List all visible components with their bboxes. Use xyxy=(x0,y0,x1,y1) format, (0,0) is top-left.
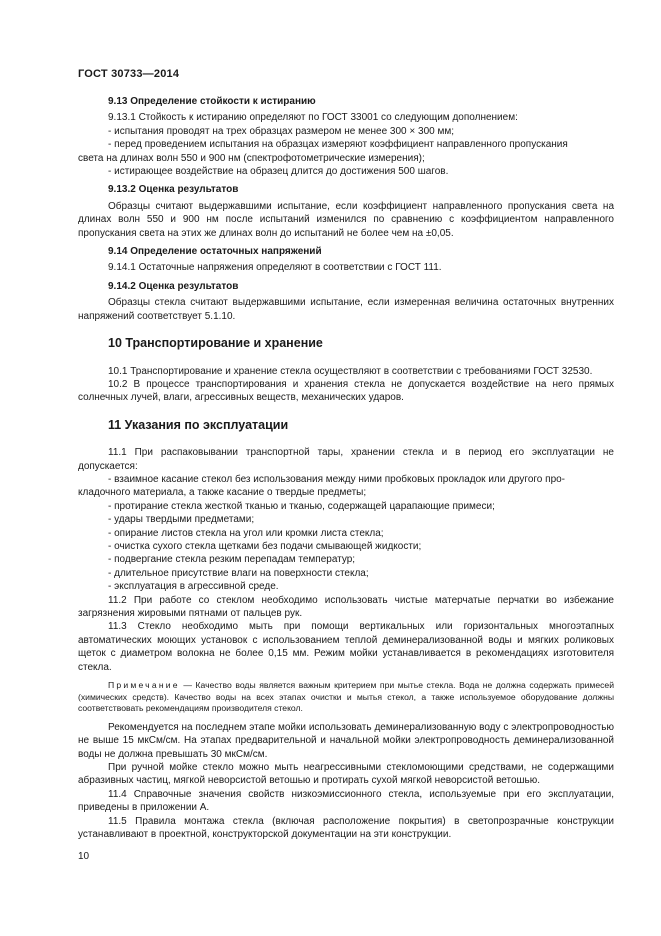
paragraph-11-2: 11.2 При работе со стеклом необходимо использовать чистые матерчатые перчатки во избежание загрязнения жировыми пятнами от пальцев рук. xyxy=(78,594,614,619)
paragraph-11-5: 11.5 Правила монтажа стекла (включая расположение покрытия) в светопрозрачные конструкции устанавливают в проектной, конструкторской документации на эти конструкции. xyxy=(78,815,614,841)
list-item: - протирание стекла жесткой тканью и тканью, содержащей царапающие примеси; xyxy=(108,500,495,512)
list-item: - опирание листов стекла на угол или кромки листа стекла; xyxy=(108,527,384,539)
heading-9-14-2: 9.14.2 Оценка результатов xyxy=(108,280,239,292)
list-item: - удары твердыми предметами; xyxy=(108,514,255,526)
list-item: - взаимное касание стекол без использования между ними пробковых прокладок или другого про- xyxy=(108,473,566,485)
paragraph-11-3: 11.3 Стекло необходимо мыть при помощи вертикальных или горизонтальных многоэтапных автоматических моющих установок с использованием теплой деминерализованной воды и мягких роликовых щеток с диаметром волокна не более 0,15 мм. Режим мойки устанавливается в рекомендациях изготовителя стекла. xyxy=(78,621,614,673)
list-item: - эксплуатация в агрессивной среде. xyxy=(108,581,279,593)
section-heading-11: 11 Указания по эксплуатации xyxy=(108,417,289,432)
list-item: - длительное присутствие влаги на поверхности стекла; xyxy=(108,567,369,579)
list-item: - подвергание стекла резким перепадам температур; xyxy=(108,554,356,566)
heading-9-13-2: 9.13.2 Оценка результатов xyxy=(108,184,239,196)
note xyxy=(78,680,614,715)
paragraph-9-14-2: Образцы стекла считают выдержавшими испытание, если измеренная величина остаточных внутренних напряжений соответствует 5.1.10. xyxy=(78,297,614,322)
paragraph-9-13-2: Образцы считают выдержавшими испытание, если коэффициент направленного пропускания света на длинах волн 550 и 900 нм после испытаний изменился по сравнению с коэффициентом направленного пропускания света на этих же длинах волн до испытаний не более чем на ±0,05. xyxy=(78,200,614,239)
heading-9-14: 9.14 Определение остаточных напряжений xyxy=(108,246,322,258)
section-heading-10: 10 Транспортирование и хранение xyxy=(108,336,323,351)
paragraph-9-13-1: 9.13.1 Стойкость к истиранию определяют по ГОСТ 33001 со следующим дополнением: xyxy=(108,112,518,124)
page-number: 10 xyxy=(78,851,90,862)
document-body xyxy=(78,94,614,841)
paragraph-recommendation: Рекомендуется на последнем этапе мойки использовать деминерализованную воду с электропроводностью не выше 15 мкСм/см. На этапах предварительной и начальной мойки электропроводность деминерализованной воды не должна превышать 30 мкСм/см. xyxy=(78,721,614,760)
paragraph-10-2: 10.2 В процессе транспортирования и хранения стекла не допускается воздействие на него прямых солнечных лучей, влаги, агрессивных веществ, механических ударов. xyxy=(78,378,614,404)
list-item: - испытания проводят на трех образцах размером не менее 300 × 300 мм; xyxy=(108,125,454,137)
paragraph-11-4: 11.4 Справочные значения свойств низкоэмиссионного стекла, используемые при его эксплуатации, приведены в приложении А. xyxy=(78,788,614,814)
list-item-continuation: света на длинах волн 550 и 900 нм (спектрофотометрические измерения); xyxy=(78,152,425,164)
paragraph-9-14-1: 9.14.1 Остаточные напряжения определяют в соответствии с ГОСТ 111. xyxy=(108,262,442,274)
document-header: ГОСТ 30733—2014 xyxy=(78,68,180,80)
list-item-continuation: кладочного материала, а также касание о твердые предметы; xyxy=(78,487,367,499)
heading-9-13: 9.13 Определение стойкости к истиранию xyxy=(108,96,316,107)
list-item: - перед проведением испытания на образцах измеряют коэффициент направленного пропускания xyxy=(108,139,568,151)
paragraph-10-1: 10.1 Транспортирование и хранение стекла осуществляют в соответствии с требованиями ГОСТ 32530. xyxy=(108,365,593,377)
note-label: Примечание xyxy=(108,680,180,691)
list-item: - истирающее воздействие на образец длится до достижения 500 шагов. xyxy=(108,166,449,178)
paragraph-11-1: 11.1 При распаковывании транспортной тары, хранении стекла и в период его эксплуатации не допускается: xyxy=(78,447,614,472)
paragraph-manual-wash: При ручной мойке стекло можно мыть неагрессивными стекломоющими средствами, не содержащими абразивных частиц, мягкой неворсистой ветошью и протирать сухой мягкой неворсистой ветошью. xyxy=(78,762,614,787)
note-text: — Качество воды является важным критерием при мытье стекла. Вода не должна содержать примесей (химических средств). Качество воды на всех этапах очистки и мытья стекол, а также используемое оборудование должны соответствовать рекомендациям производителя стекол. xyxy=(78,680,614,714)
list-item: - очистка сухого стекла щетками без подачи смывающей жидкости; xyxy=(108,540,422,552)
